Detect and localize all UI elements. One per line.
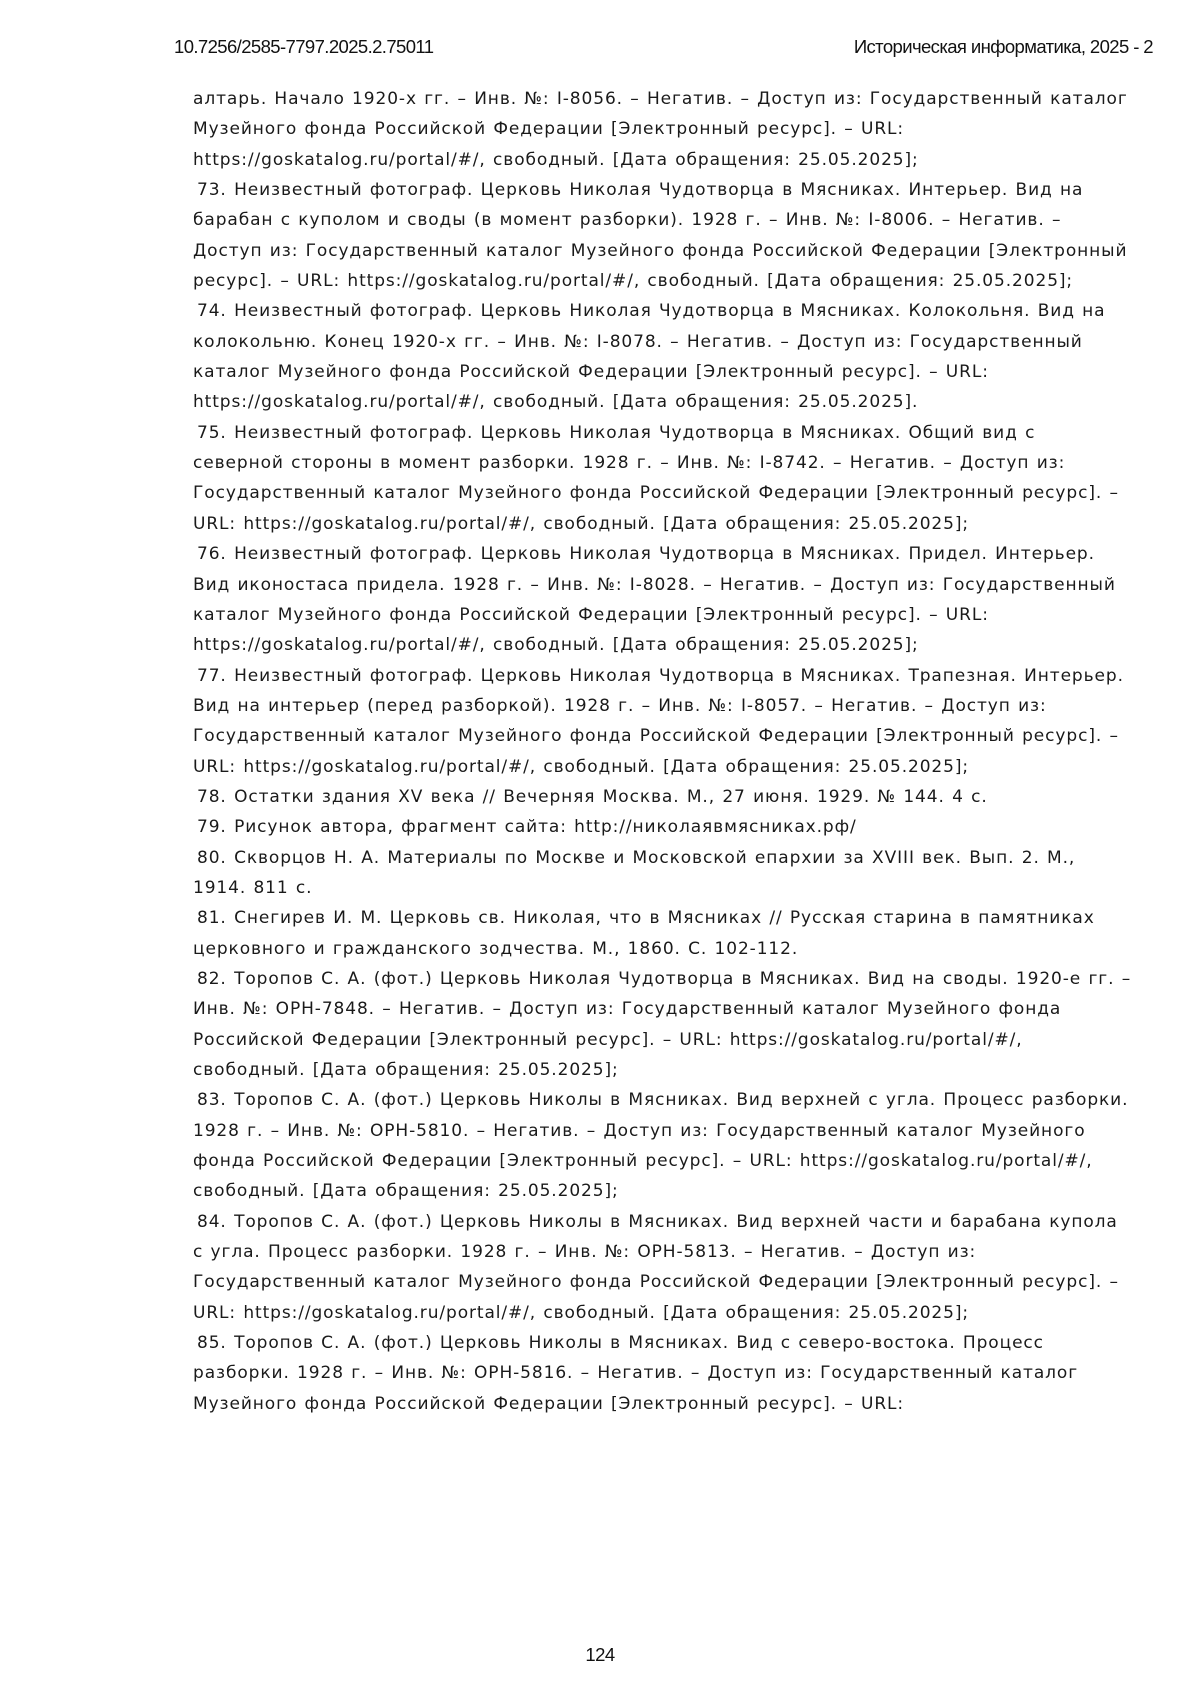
reference-number: 81. [197, 908, 227, 929]
reference-number: 79. [197, 817, 227, 838]
page-number: 124 [585, 1644, 615, 1665]
reference-number: 73. [197, 180, 227, 201]
reference-text: Остатки здания XV века // Вечерняя Москва. М., 27 июня. 1929. № 144. 4 с. [234, 786, 988, 807]
reference-item-79 [193, 812, 1133, 842]
reference-text: Неизвестный фотограф. Церковь Николая Чудотворца в Мясниках. Общий вид с северной стороны в момент разборки. 1928 г. – Инв. №: I-8742. – Негатив. – Доступ из: Государственный каталог Музейного фонда Российской Федерации [Электронный ресурс]. – URL: https://goskatalog.ru/portal/#/, свободный. [Дата обращения: 25.05.2025]; [193, 422, 1119, 534]
reference-number: 84. [197, 1211, 227, 1232]
reference-item-80 [193, 843, 1133, 904]
reference-text: Рисунок автора, фрагмент сайта: http://николаявмясниках.рф/ [234, 817, 857, 838]
reference-text: Неизвестный фотограф. Церковь Николая Чудотворца в Мясниках. Трапезная. Интерьер. Вид на интерьер (перед разборкой). 1928 г. – Инв. №: I-8057. – Негатив. – Доступ из: Государственный каталог Музейного фонда Российской Федерации [Электронный ресурс]. – URL: https://goskatalog.ru/portal/#/, свободный. [Дата обращения: 25.05.2025]; [193, 665, 1124, 777]
reference-number: 83. [197, 1090, 227, 1111]
reference-number: 74. [197, 301, 227, 322]
reference-text: Неизвестный фотограф. Церковь Николая Чудотворца в Мясниках. Придел. Интерьер. Вид иконостаса придела. 1928 г. – Инв. №: I-8028. – Негатив. – Доступ из: Государственный каталог Музейного фонда Российской Федерации [Электронный ресурс]. – URL: https://goskatalog.ru/portal/#/, свободный. [Дата обращения: 25.05.2025]; [193, 544, 1116, 656]
reference-item-85 [193, 1328, 1133, 1419]
reference-item-78 [193, 782, 1133, 812]
reference-text: Торопов С. А. (фот.) Церковь Николы в Мясниках. Вид верхней с угла. Процесс разборки. 1928 г. – Инв. №: ОРН-5810. – Негатив. – Доступ из: Государственный каталог Музейного фонда Российской Федерации [Электронный ресурс]. – URL: https://goskatalog.ru/portal/#/, свободный. [Дата обращения: 25.05.2025]; [193, 1090, 1129, 1202]
reference-number: 78. [197, 786, 227, 807]
page-header [174, 36, 1153, 62]
reference-text: Неизвестный фотограф. Церковь Николая Чудотворца в Мясниках. Колокольня. Вид на колокольню. Конец 1920-х гг. – Инв. №: I-8078. – Негатив. – Доступ из: Государственный каталог Музейного фонда Российской Федерации [Электронный ресурс]. – URL: https://goskatalog.ru/portal/#/, свободный. [Дата обращения: 25.05.2025]. [193, 301, 1106, 413]
reference-item-81 [193, 903, 1133, 964]
reference-continuation: алтарь. Начало 1920-х гг. – Инв. №: I-8056. – Негатив. – Доступ из: Государственный каталог Музейного фонда Российской Федерации [Электронный ресурс]. – URL: https://goskatalog.ru/portal/#/, свободный. [Дата обращения: 25.05.2025]; [193, 89, 1128, 170]
reference-number: 80. [197, 847, 227, 868]
reference-text: Снегирев И. М. Церковь св. Николая, что в Мясниках // Русская старина в памятниках церковного и гражданского зодчества. М., 1860. С. 102-112. [193, 908, 1095, 959]
reference-number: 85. [197, 1333, 227, 1354]
reference-text: Неизвестный фотограф. Церковь Николая Чудотворца в Мясниках. Интерьер. Вид на барабан с куполом и своды (в момент разборки). 1928 г. – Инв. №: I-8006. – Негатив. – Доступ из: Государственный каталог Музейного фонда Российской Федерации [Электронный ресурс]. – URL: https://goskatalog.ru/portal/#/, свободный. [Дата обращения: 25.05.2025]; [193, 180, 1128, 292]
reference-number: 76. [197, 544, 227, 565]
reference-list [193, 84, 1133, 1419]
reference-number: 77. [197, 665, 227, 686]
reference-item-74 [193, 296, 1133, 417]
reference-text: Торопов С. А. (фот.) Церковь Николая Чудотворца в Мясниках. Вид на своды. 1920-е гг. – Инв. №: ОРН-7848. – Негатив. – Доступ из: Государственный каталог Музейного фонда Российской Федерации [Электронный ресурс]. – URL: https://goskatalog.ru/portal/#/, свободный. [Дата обращения: 25.05.2025]; [193, 968, 1132, 1080]
reference-text: Скворцов Н. А. Материалы по Москве и Московской епархии за XVIII век. Вып. 2. М., 1914. 811 с. [193, 847, 1076, 898]
reference-number: 75. [197, 422, 227, 443]
reference-item-76 [193, 539, 1133, 660]
reference-text: Торопов С. А. (фот.) Церковь Николы в Мясниках. Вид с северо-востока. Процесс разборки. 1928 г. – Инв. №: ОРН-5816. – Негатив. – Доступ из: Государственный каталог Музейного фонда Российской Федерации [Электронный ресурс]. – URL: [193, 1333, 1079, 1414]
reference-text: Торопов С. А. (фот.) Церковь Николы в Мясниках. Вид верхней части и барабана купола с угла. Процесс разборки. 1928 г. – Инв. №: ОРН-5813. – Негатив. – Доступ из: Государственный каталог Музейного фонда Российской Федерации [Электронный ресурс]. – URL: https://goskatalog.ru/portal/#/, свободный. [Дата обращения: 25.05.2025]; [193, 1211, 1119, 1323]
reference-item-75 [193, 418, 1133, 539]
reference-item-84 [193, 1207, 1133, 1328]
doi-label: 10.7256/2585-7797.2025.2.75011 [174, 36, 434, 57]
reference-item-82 [193, 964, 1133, 1085]
reference-item-73 [193, 175, 1133, 296]
journal-title: Историческая информатика, 2025 - 2 [853, 36, 1153, 57]
reference-number: 82. [197, 968, 227, 989]
reference-item-77 [193, 661, 1133, 782]
reference-item-83 [193, 1085, 1133, 1206]
